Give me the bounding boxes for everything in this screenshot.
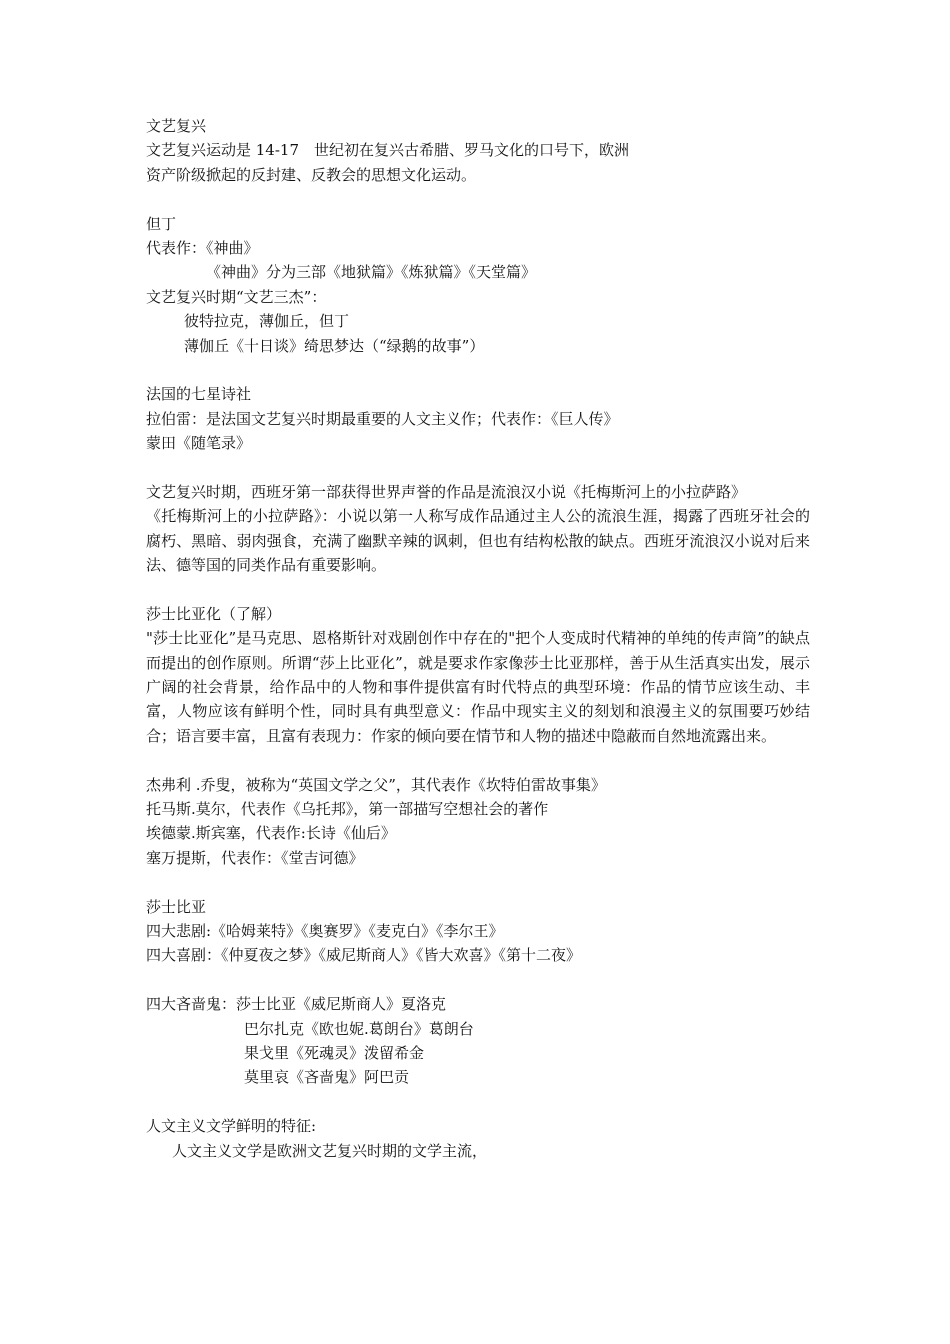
- blank-line: [146, 870, 810, 894]
- section-heading-renaissance: 文艺复兴: [146, 117, 207, 135]
- dante-works: 代表作：《神曲》: [146, 238, 259, 257]
- humanism-line-1: 人文主义文学是欧洲文艺复兴时期的文学主流，: [172, 1141, 488, 1160]
- section-heading-dante: 但丁: [146, 214, 177, 233]
- picaresque-paragraph: 《托梅斯河上的小拉萨路》：小说以第一人称写成作品通过主人公的流浪生涯，揭露了西班牙社会的腐朽、黑暗、弱肉强食，充满了幽默辛辣的讽刺，但也有结构松散的缺点。西班牙流浪汉小说对后来法、德等国的同类作品有重要影响。: [146, 507, 810, 575]
- chaucer-line: 杰弗利 .乔叟，被称为“英国文学之父”，其代表作《坎特伯雷故事集》: [146, 775, 606, 794]
- four-tragedies: 四大悲剧:《哈姆莱特》《奥赛罗》《麦克白》《李尔王》: [146, 922, 504, 941]
- misers-line-4: 莫里哀《吝啬鬼》阿巴贡: [244, 1068, 410, 1087]
- misers-line-2: 巴尔扎克《欧也妮.葛朗台》葛朗台: [244, 1019, 474, 1038]
- shakespearize-paragraph: "莎士比亚化”是马克思、恩格斯针对戏剧创作中存在的"把个人变成时代精神的单纯的传声筒”的缺点而提出的创作原则。所谓“莎上比亚化”，就是要求作家像莎士比亚那样，善于从生活真实出发，展示广阔的社会背景，给作品中的人物和事件提供富有时代特点的典型环境：作品的情节应该生动、丰富，人物应该有鲜明个性，同时具有典型意义：作品中现实主义的刻划和浪漫主义的氛围要巧妙结合；语言要丰富，且富有表现力：作家的倾向要在情节和人物的描述中隐蔽而自然地流露出来。: [146, 629, 810, 745]
- blank-line: [146, 1090, 810, 1114]
- four-comedies: 四大喜剧：《仲夏夜之梦》《威尼斯商人》《皆大欢喜》《第十二夜》: [146, 946, 582, 965]
- section-heading-pleiade: 法国的七星诗社: [146, 385, 252, 404]
- boccaccio-work: 薄伽丘《十日谈》绮思梦达（“绿鹅的故事”）: [184, 336, 485, 355]
- renaissance-definition-line-1: 文艺复兴运动是 14-17 世纪初在复兴古希腊、罗马文化的口号下，欧洲: [146, 141, 630, 160]
- blank-line: [146, 577, 810, 601]
- section-heading-shakespearize: 莎士比亚化（了解）: [146, 604, 282, 623]
- rabelais-line: 拉伯雷：是法国文艺复兴时期最重要的人文主义作；代表作：《巨人传》: [146, 409, 619, 428]
- spenser-line: 埃德蒙.斯宾塞，代表作:长诗《仙后》: [146, 824, 396, 843]
- document-page: [146, 114, 810, 1163]
- picaresque-intro-line: 文艺复兴时期，西班牙第一部获得世界声誉的作品是流浪汉小说《托梅斯河上的小拉萨路》: [146, 482, 747, 501]
- three-masters-heading: 文艺复兴时期“文艺三杰”：: [146, 287, 327, 306]
- misers-line-3: 果戈里《死魂灵》泼留希金: [244, 1043, 425, 1062]
- renaissance-definition-line-2: 资产阶级掀起的反封建、反教会的思想文化运动。: [146, 165, 477, 184]
- blank-line: [146, 968, 810, 992]
- blank-line: [146, 187, 810, 211]
- section-heading-humanism: 人文主义文学鲜明的特征:: [146, 1117, 317, 1136]
- montaigne-line: 蒙田《随笔录》: [146, 434, 252, 453]
- more-line: 托马斯.莫尔，代表作《乌托邦》，第一部描写空想社会的著作: [146, 800, 549, 819]
- cervantes-line: 塞万提斯，代表作：《堂吉诃德》: [146, 848, 364, 867]
- divine-comedy-parts: 《神曲》分为三部《地狱篇》《炼狱篇》《天堂篇》: [206, 263, 537, 282]
- blank-line: [146, 358, 810, 382]
- blank-line: [146, 748, 810, 772]
- three-masters-list: 彼特拉克，薄伽丘，但丁: [184, 312, 350, 331]
- misers-line-1: 四大吝啬鬼：莎士比亚《威尼斯商人》夏洛克: [146, 995, 447, 1014]
- blank-line: [146, 455, 810, 479]
- section-heading-shakespeare: 莎士比亚: [146, 897, 207, 916]
